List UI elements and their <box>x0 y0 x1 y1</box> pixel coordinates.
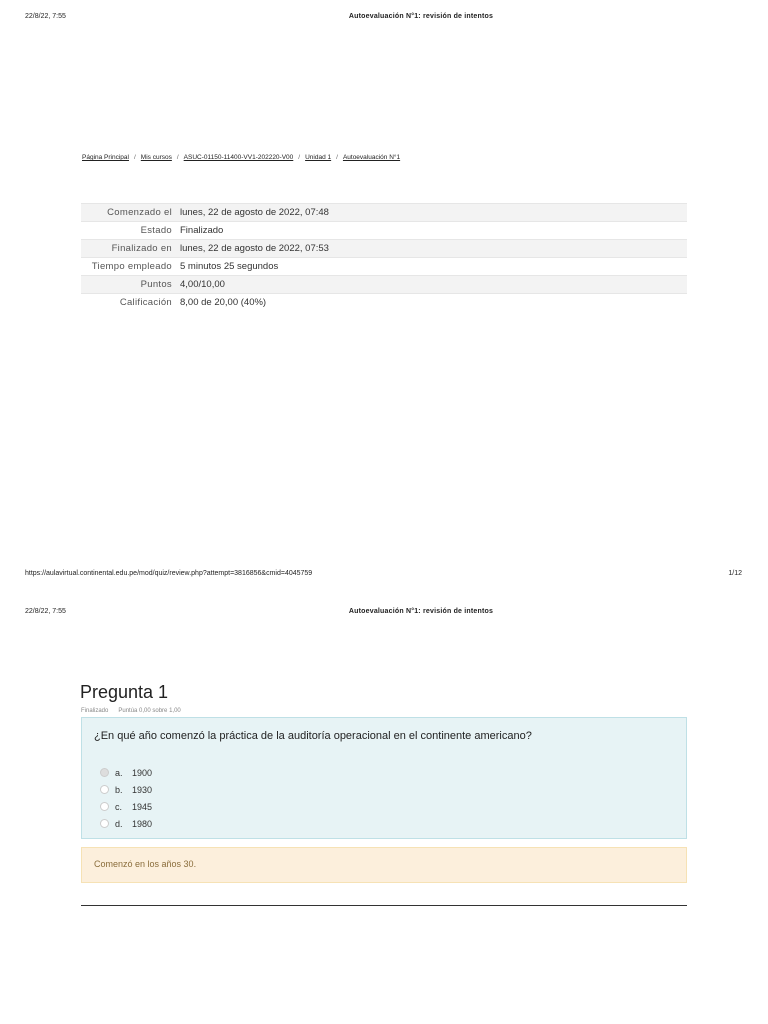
table-row <box>81 240 687 258</box>
summary-label: Finalizado en <box>81 240 176 258</box>
print-title: Autoevaluación N°1: revisión de intentos <box>348 608 494 615</box>
attempt-summary-table <box>81 203 687 311</box>
breadcrumb-separator: / <box>133 154 136 161</box>
breadcrumb <box>82 154 400 161</box>
breadcrumb-home[interactable]: Página Principal <box>82 154 129 161</box>
feedback-box <box>81 847 687 883</box>
summary-label: Calificación <box>81 294 176 312</box>
option-letter: a. <box>115 767 123 778</box>
answer-option-b[interactable] <box>100 781 152 798</box>
answer-option-d[interactable] <box>100 815 152 832</box>
option-letter: d. <box>115 818 123 829</box>
summary-value: 4,00/10,00 <box>176 276 687 294</box>
radio-button[interactable] <box>100 802 109 811</box>
breadcrumb-course[interactable]: ASUC-01150-11400-VV1-202220-V00 <box>183 154 294 161</box>
summary-value: Finalizado <box>176 222 687 240</box>
answer-option-c[interactable] <box>100 798 152 815</box>
table-row <box>81 258 687 276</box>
option-text: 1945 <box>132 801 153 812</box>
print-title: Autoevaluación N°1: revisión de intentos <box>348 13 494 20</box>
answer-list <box>100 764 152 832</box>
question-title: Pregunta 1 <box>80 682 169 702</box>
question-status: Finalizado <box>81 708 109 714</box>
radio-button[interactable] <box>100 785 109 794</box>
breadcrumb-separator: / <box>336 154 338 161</box>
print-date: 22/8/22, 7:55 <box>25 13 66 20</box>
divider <box>81 905 687 906</box>
option-text: 1980 <box>132 818 153 829</box>
breadcrumb-separator: / <box>298 154 301 161</box>
breadcrumb-unit[interactable]: Unidad 1 <box>305 154 332 161</box>
summary-value: 8,00 de 20,00 (40%) <box>176 294 687 312</box>
option-letter: c. <box>115 801 123 812</box>
summary-label: Estado <box>81 222 176 240</box>
summary-label: Puntos <box>81 276 176 294</box>
table-row <box>81 222 687 240</box>
radio-button[interactable] <box>100 819 109 828</box>
question-box <box>81 717 687 839</box>
print-url: https://aulavirtual.continental.edu.pe/mod/quiz/review.php?attempt=3816856&cmid=4045759 <box>25 570 313 577</box>
breadcrumb-my-courses[interactable]: Mis cursos <box>140 154 172 161</box>
print-date: 22/8/22, 7:55 <box>25 608 66 615</box>
option-text: 1930 <box>132 784 153 795</box>
summary-label: Comenzado el <box>81 204 176 222</box>
question-text: ¿En qué año comenzó la práctica de la auditoría operacional en el continente americano? <box>94 730 532 742</box>
radio-button-selected[interactable] <box>100 768 109 777</box>
answer-option-a[interactable] <box>100 764 152 781</box>
summary-value: 5 minutos 25 segundos <box>176 258 687 276</box>
summary-label: Tiempo empleado <box>81 258 176 276</box>
print-page-number: 1/12 <box>728 570 742 577</box>
table-row <box>81 204 687 222</box>
summary-value: lunes, 22 de agosto de 2022, 07:48 <box>176 204 687 222</box>
option-letter: b. <box>115 784 123 795</box>
breadcrumb-quiz[interactable]: Autoevaluación N°1 <box>342 154 401 161</box>
table-row <box>81 276 687 294</box>
question-meta <box>81 708 181 714</box>
breadcrumb-separator: / <box>176 154 179 161</box>
option-text: 1900 <box>132 767 153 778</box>
feedback-text: Comenzó en los años 30. <box>94 859 197 869</box>
summary-value: lunes, 22 de agosto de 2022, 07:53 <box>176 240 687 258</box>
table-row <box>81 294 687 312</box>
question-score: Puntúa 0,00 sobre 1,00 <box>118 708 181 714</box>
